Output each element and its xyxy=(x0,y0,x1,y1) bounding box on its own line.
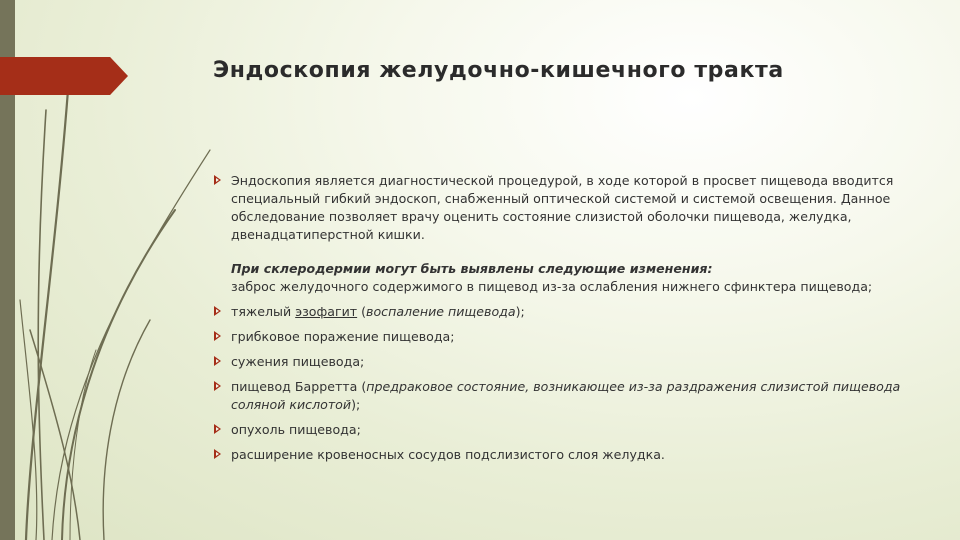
list-item: грибковое поражение пищевода; xyxy=(214,328,904,346)
list-item: сужения пищевода; xyxy=(214,353,904,371)
bullet-icon xyxy=(214,424,221,434)
list-item: тяжелый эзофагит (воспаление пищевода); xyxy=(214,303,904,321)
changes-heading: При склеродермии могут быть выявлены следующие изменения: xyxy=(231,261,713,276)
esophagitis-link[interactable]: эзофагит xyxy=(295,304,358,319)
list-item: пищевод Барретта (предраковое состояние, возникающее из-за раздражения слизистой пищевода соляной кислотой); xyxy=(214,378,904,414)
bullet-icon xyxy=(214,449,221,459)
bullet-icon xyxy=(214,356,221,366)
slide-content xyxy=(214,172,904,471)
bullet-icon xyxy=(214,331,221,341)
title-accent-flag xyxy=(0,57,128,95)
list-item: опухоль пищевода; xyxy=(214,421,904,439)
bullet-icon xyxy=(214,381,221,391)
list-item: расширение кровеносных сосудов подслизистого слоя желудка. xyxy=(214,446,904,464)
intro-text: Эндоскопия является диагностической процедурой, в ходе которой в просвет пищевода вводится специальный гибкий эндоскоп, снабженный оптической системой и системой освещения. Данное обследование позволяет врачу оценить состояние слизистой оболочки пищевода, желудка, двенадцатиперстной кишки. xyxy=(231,173,894,242)
slide-title: Эндоскопия желудочно-кишечного тракта xyxy=(213,58,784,83)
bullet-icon xyxy=(214,306,221,316)
reflux-text: заброс желудочного содержимого в пищевод из-за ослабления нижнего сфинктера пищевода; xyxy=(231,279,873,294)
bullet-icon xyxy=(214,175,221,185)
intro-item xyxy=(214,172,904,296)
